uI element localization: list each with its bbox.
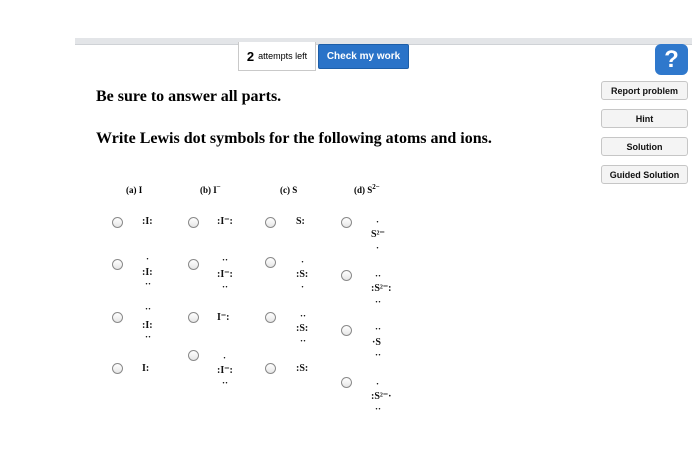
radio-d3[interactable] (341, 325, 352, 336)
help-icon[interactable]: ? (655, 44, 688, 75)
column-header-c: (c) S (280, 185, 298, 195)
lewis-dots: · (376, 243, 380, 253)
option-b4: :I⁻: (217, 365, 233, 376)
attempts-left-indicator (238, 42, 316, 71)
option-c4: :S: (296, 363, 309, 374)
lewis-dots: ·· (375, 271, 382, 281)
lewis-dots: ·· (375, 297, 382, 307)
option-c2: :S: (296, 269, 309, 280)
lewis-dots: ·· (375, 350, 382, 360)
lewis-dots: ·· (222, 282, 229, 292)
radio-b1[interactable] (188, 217, 199, 228)
radio-c2[interactable] (265, 257, 276, 268)
lewis-dots: ·· (300, 336, 307, 346)
option-d2: :S²⁻: (371, 283, 392, 294)
option-a2: :I: (142, 267, 153, 278)
lewis-dots: ·· (375, 404, 382, 414)
option-b3: I⁻: (217, 312, 230, 323)
hint-button[interactable]: Hint (601, 109, 688, 128)
radio-a3[interactable] (112, 312, 123, 323)
instruction-lewis-dot: Write Lewis dot symbols for the following atoms and ions. (96, 130, 492, 147)
radio-d4[interactable] (341, 377, 352, 388)
column-header-a: (a) I (126, 185, 143, 195)
lewis-dots: ·· (222, 378, 229, 388)
column-header-d: (d) $S^{2-}$ (354, 183, 380, 195)
radio-d1[interactable] (341, 217, 352, 228)
lewis-dots: ·· (375, 324, 382, 334)
option-c3: :S: (296, 323, 309, 334)
lewis-dots: ·· (145, 332, 152, 342)
solution-button[interactable]: Solution (601, 137, 688, 156)
option-b1: :I⁻: (217, 216, 233, 227)
radio-a2[interactable] (112, 259, 123, 270)
attempts-label: attempts left (258, 51, 308, 61)
lewis-dots: · (223, 353, 227, 363)
option-a1: :I: (142, 216, 153, 227)
option-a4: I: (142, 363, 150, 374)
lewis-dots: ·· (145, 304, 152, 314)
radio-c1[interactable] (265, 217, 276, 228)
radio-d2[interactable] (341, 270, 352, 281)
lewis-dots: ·· (145, 279, 152, 289)
radio-b3[interactable] (188, 312, 199, 323)
attempts-count: 2 (246, 48, 255, 64)
report-problem-button[interactable]: Report problem (601, 81, 688, 100)
column-header-b: (b) I− (200, 183, 221, 195)
lewis-dots: ·· (300, 311, 307, 321)
lewis-dots: · (301, 257, 305, 267)
guided-solution-button[interactable]: Guided Solution (601, 165, 688, 184)
option-d3: ·S (372, 337, 381, 348)
radio-b2[interactable] (188, 259, 199, 270)
lewis-dots: · (376, 379, 380, 389)
lewis-dots: · (146, 254, 150, 264)
option-a3: :I: (142, 320, 153, 331)
radio-a4[interactable] (112, 363, 123, 374)
option-d1: S²⁻ (371, 229, 385, 240)
lewis-dots: · (301, 282, 305, 292)
lewis-dots: ·· (222, 255, 229, 265)
option-c1: S: (296, 216, 305, 227)
radio-a1[interactable] (112, 217, 123, 228)
instruction-answer-all: Be sure to answer all parts. (96, 88, 282, 105)
lewis-dots: · (376, 217, 380, 227)
radio-c4[interactable] (265, 363, 276, 374)
check-my-work-button[interactable]: Check my work (318, 44, 409, 69)
radio-c3[interactable] (265, 312, 276, 323)
option-d4: :S²⁻· (371, 391, 392, 402)
option-b2: :I⁻: (217, 269, 233, 280)
radio-b4[interactable] (188, 350, 199, 361)
